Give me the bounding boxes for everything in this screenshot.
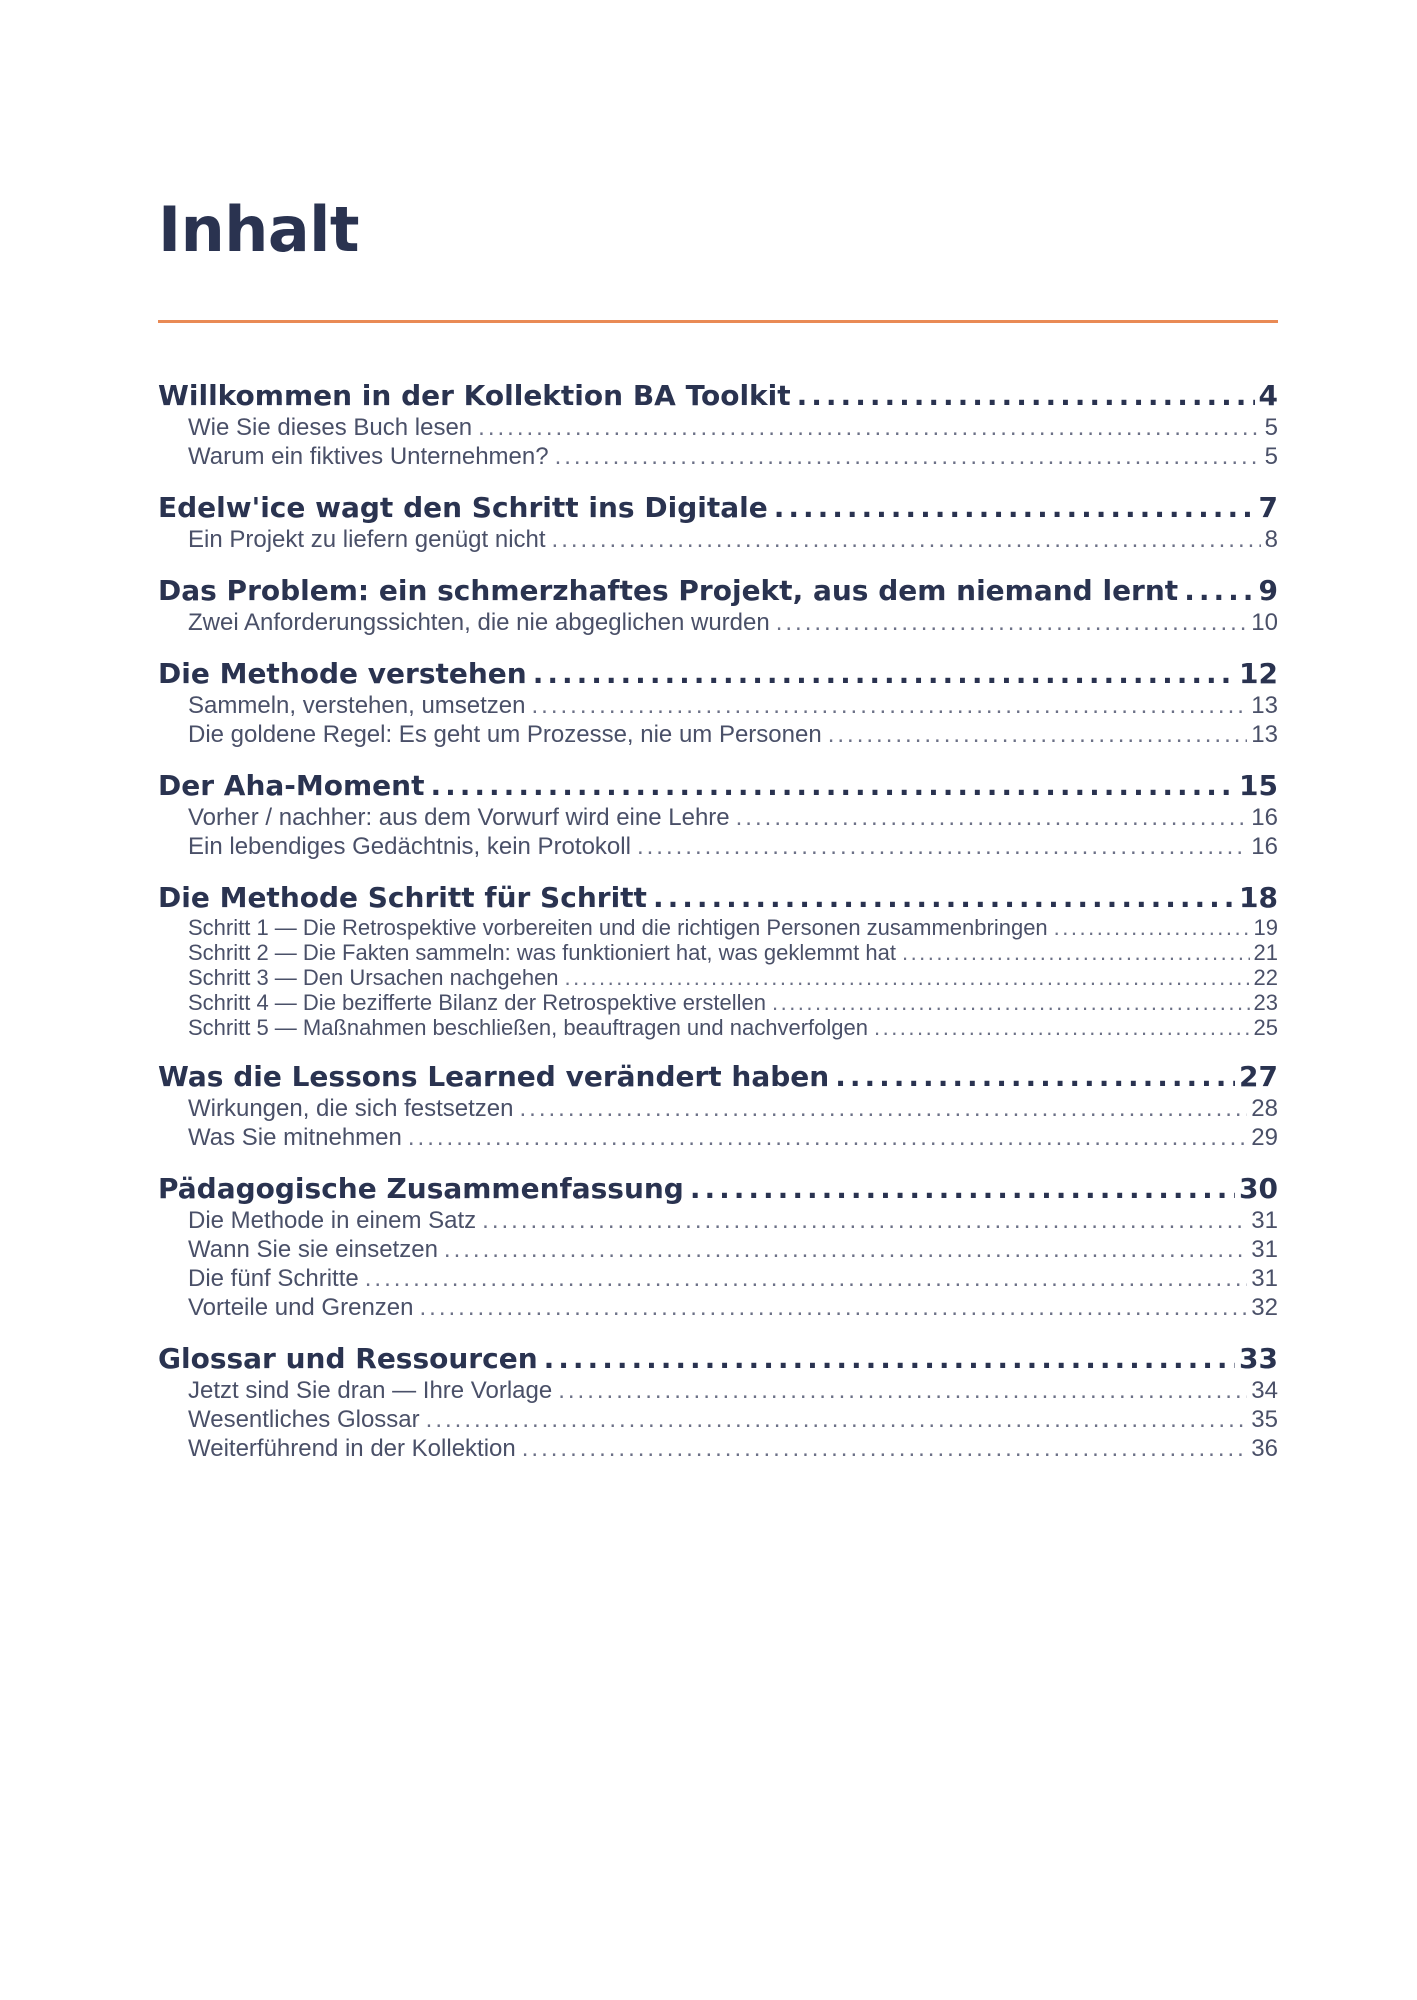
toc-chapter: [158, 1172, 1278, 1322]
sub-title: Was Sie mitnehmen: [188, 1124, 402, 1151]
page-title: Inhalt: [158, 193, 360, 266]
sub-page-number: 31: [1251, 1265, 1278, 1292]
toc-sub-entry[interactable]: [158, 1293, 1278, 1322]
dot-leader: [776, 608, 1248, 637]
toc-chapter-entry[interactable]: [158, 491, 1278, 525]
toc-chapter-entry[interactable]: [158, 1060, 1278, 1094]
sub-title: Wie Sie dieses Buch lesen: [188, 414, 473, 441]
toc-sub-entry[interactable]: [158, 608, 1278, 637]
dot-leader: [532, 691, 1248, 720]
chapter-page-number: 18: [1239, 881, 1278, 914]
step-page-number: 23: [1253, 990, 1278, 1015]
dot-leader: [426, 1405, 1248, 1434]
sub-title: Jetzt sind Sie dran — Ihre Vorlage: [188, 1377, 553, 1404]
dot-leader: [419, 1293, 1247, 1322]
step-title: Schritt 1 — Die Retrospektive vorbereiten und die richtigen Personen zusammenbringen: [188, 915, 1048, 940]
chapter-page-number: 15: [1239, 769, 1278, 802]
dot-leader: [565, 965, 1250, 990]
toc-page: [158, 190, 1278, 1483]
sub-page-number: 13: [1251, 692, 1278, 719]
sub-page-number: 34: [1251, 1377, 1278, 1404]
chapter-title: Der Aha-Moment: [158, 769, 425, 802]
dot-leader: [797, 379, 1255, 413]
dot-leader: [431, 769, 1236, 803]
sub-page-number: 10: [1251, 609, 1278, 636]
sub-page-number: 16: [1251, 833, 1278, 860]
toc-chapter-entry[interactable]: [158, 657, 1278, 691]
sub-page-number: 5: [1264, 443, 1278, 470]
dot-leader: [828, 720, 1248, 749]
chapter-page-number: 33: [1239, 1342, 1278, 1375]
step-page-number: 19: [1253, 915, 1278, 940]
sub-title: Wesentliches Glossar: [188, 1406, 420, 1433]
chapter-title: Pädagogische Zusammenfassung: [158, 1172, 684, 1205]
dot-leader: [558, 1376, 1247, 1405]
toc-chapter-entry[interactable]: [158, 574, 1278, 608]
sub-page-number: 13: [1251, 721, 1278, 748]
dot-leader: [555, 442, 1261, 471]
toc-sub-entry[interactable]: [158, 691, 1278, 720]
chapter-title: Die Methode verstehen: [158, 657, 527, 690]
dot-leader: [478, 413, 1260, 442]
dot-leader: [874, 1015, 1250, 1040]
sub-title: Wirkungen, die sich festsetzen: [188, 1095, 514, 1122]
toc-chapter: [158, 491, 1278, 554]
dot-leader: [522, 1434, 1248, 1463]
dot-leader: [552, 525, 1261, 554]
toc-sub-entry[interactable]: [158, 1094, 1278, 1123]
toc-chapter: [158, 1342, 1278, 1463]
toc-sub-entry[interactable]: [158, 442, 1278, 471]
toc-chapter: [158, 657, 1278, 749]
sub-page-number: 16: [1251, 804, 1278, 831]
sub-title: Ein Projekt zu liefern genügt nicht: [188, 526, 546, 553]
toc-chapter-entry[interactable]: [158, 1172, 1278, 1206]
sub-title: Ein lebendiges Gedächtnis, kein Protokoll: [188, 833, 631, 860]
toc-sub-entry[interactable]: [158, 525, 1278, 554]
toc-chapter: [158, 379, 1278, 471]
sub-title: Die Methode in einem Satz: [188, 1207, 477, 1234]
toc-step-entry[interactable]: [158, 915, 1278, 940]
sub-page-number: 29: [1251, 1124, 1278, 1151]
chapter-title: Das Problem: ein schmerzhaftes Projekt, aus dem niemand lernt: [158, 574, 1179, 607]
toc-chapter: [158, 769, 1278, 861]
sub-page-number: 32: [1251, 1294, 1278, 1321]
chapter-page-number: 7: [1258, 491, 1278, 524]
toc-sub-entry[interactable]: [158, 1235, 1278, 1264]
toc-chapter-entry[interactable]: [158, 1342, 1278, 1376]
toc-chapter: [158, 1060, 1278, 1152]
sub-title: Sammeln, verstehen, umsetzen: [188, 692, 526, 719]
chapter-title: Glossar und Ressourcen: [158, 1342, 538, 1375]
toc-step-entry[interactable]: [158, 990, 1278, 1015]
step-title: Schritt 4 — Die bezifferte Bilanz der Retrospektive erstellen: [188, 990, 766, 1015]
toc-chapter: [158, 574, 1278, 637]
sub-title: Wann Sie sie einsetzen: [188, 1236, 438, 1263]
chapter-title: Was die Lessons Learned verändert haben: [158, 1060, 830, 1093]
toc-chapter-entry[interactable]: [158, 769, 1278, 803]
chapter-page-number: 9: [1258, 574, 1278, 607]
chapter-page-number: 27: [1239, 1060, 1278, 1093]
step-title: Schritt 3 — Den Ursachen nachgehen: [188, 965, 559, 990]
sub-title: Vorteile und Grenzen: [188, 1294, 414, 1321]
sub-title: Weiterführend in der Kollektion: [188, 1435, 516, 1462]
sub-page-number: 28: [1251, 1095, 1278, 1122]
sub-page-number: 35: [1251, 1406, 1278, 1433]
step-title: Schritt 2 — Die Fakten sammeln: was funktioniert hat, was geklemmt hat: [188, 940, 896, 965]
dot-leader: [444, 1235, 1247, 1264]
dot-leader: [774, 491, 1255, 525]
dot-leader: [653, 881, 1235, 915]
toc-sub-entry[interactable]: [158, 720, 1278, 749]
dot-leader: [736, 803, 1248, 832]
dot-leader: [835, 1060, 1235, 1094]
dot-leader: [1184, 574, 1254, 608]
dot-leader: [365, 1264, 1248, 1293]
sub-title: Die fünf Schritte: [188, 1265, 359, 1292]
title-divider: [158, 320, 1278, 323]
dot-leader: [544, 1342, 1235, 1376]
chapter-page-number: 30: [1239, 1172, 1278, 1205]
sub-title: Die goldene Regel: Es geht um Prozesse, nie um Personen: [188, 721, 822, 748]
sub-page-number: 31: [1251, 1207, 1278, 1234]
sub-title: Vorher / nachher: aus dem Vorwurf wird eine Lehre: [188, 804, 730, 831]
toc-chapter-entry[interactable]: [158, 881, 1278, 915]
toc-sub-entry[interactable]: [158, 1376, 1278, 1405]
dot-leader: [408, 1123, 1247, 1152]
dot-leader: [902, 940, 1250, 965]
chapter-title: Die Methode Schritt für Schritt: [158, 881, 647, 914]
step-title: Schritt 5 — Maßnahmen beschließen, beauftragen und nachverfolgen: [188, 1015, 868, 1040]
step-page-number: 22: [1253, 965, 1278, 990]
dot-leader: [482, 1206, 1247, 1235]
toc-sub-entry[interactable]: [158, 413, 1278, 442]
dot-leader: [637, 832, 1247, 861]
dot-leader: [520, 1094, 1248, 1123]
sub-page-number: 36: [1251, 1435, 1278, 1462]
toc-sub-entry[interactable]: [158, 1405, 1278, 1434]
sub-title: Warum ein fiktives Unternehmen?: [188, 443, 549, 470]
dot-leader: [772, 990, 1250, 1015]
toc-sub-entry[interactable]: [158, 1264, 1278, 1293]
toc-sub-entry[interactable]: [158, 1123, 1278, 1152]
sub-page-number: 8: [1264, 526, 1278, 553]
toc-chapter-entry[interactable]: [158, 379, 1278, 413]
toc-chapter: [158, 881, 1278, 1040]
chapter-page-number: 4: [1258, 379, 1278, 412]
chapter-title: Edelw'ice wagt den Schritt ins Digitale: [158, 491, 768, 524]
dot-leader: [1054, 915, 1250, 940]
toc-step-entry[interactable]: [158, 940, 1278, 965]
sub-page-number: 5: [1264, 414, 1278, 441]
sub-title: Zwei Anforderungssichten, die nie abgeglichen wurden: [188, 609, 770, 636]
toc-sub-entry[interactable]: [158, 832, 1278, 861]
toc-step-entry[interactable]: [158, 965, 1278, 990]
chapter-page-number: 12: [1239, 657, 1278, 690]
chapter-title: Willkommen in der Kollektion BA Toolkit: [158, 379, 791, 412]
toc-sub-entry[interactable]: [158, 803, 1278, 832]
table-of-contents: [158, 379, 1278, 1463]
dot-leader: [690, 1172, 1235, 1206]
toc-sub-entry[interactable]: [158, 1206, 1278, 1235]
sub-page-number: 31: [1251, 1236, 1278, 1263]
step-page-number: 21: [1253, 940, 1278, 965]
step-page-number: 25: [1253, 1015, 1278, 1040]
dot-leader: [533, 657, 1235, 691]
toc-sub-entry[interactable]: [158, 1434, 1278, 1463]
toc-step-entry[interactable]: [158, 1015, 1278, 1040]
